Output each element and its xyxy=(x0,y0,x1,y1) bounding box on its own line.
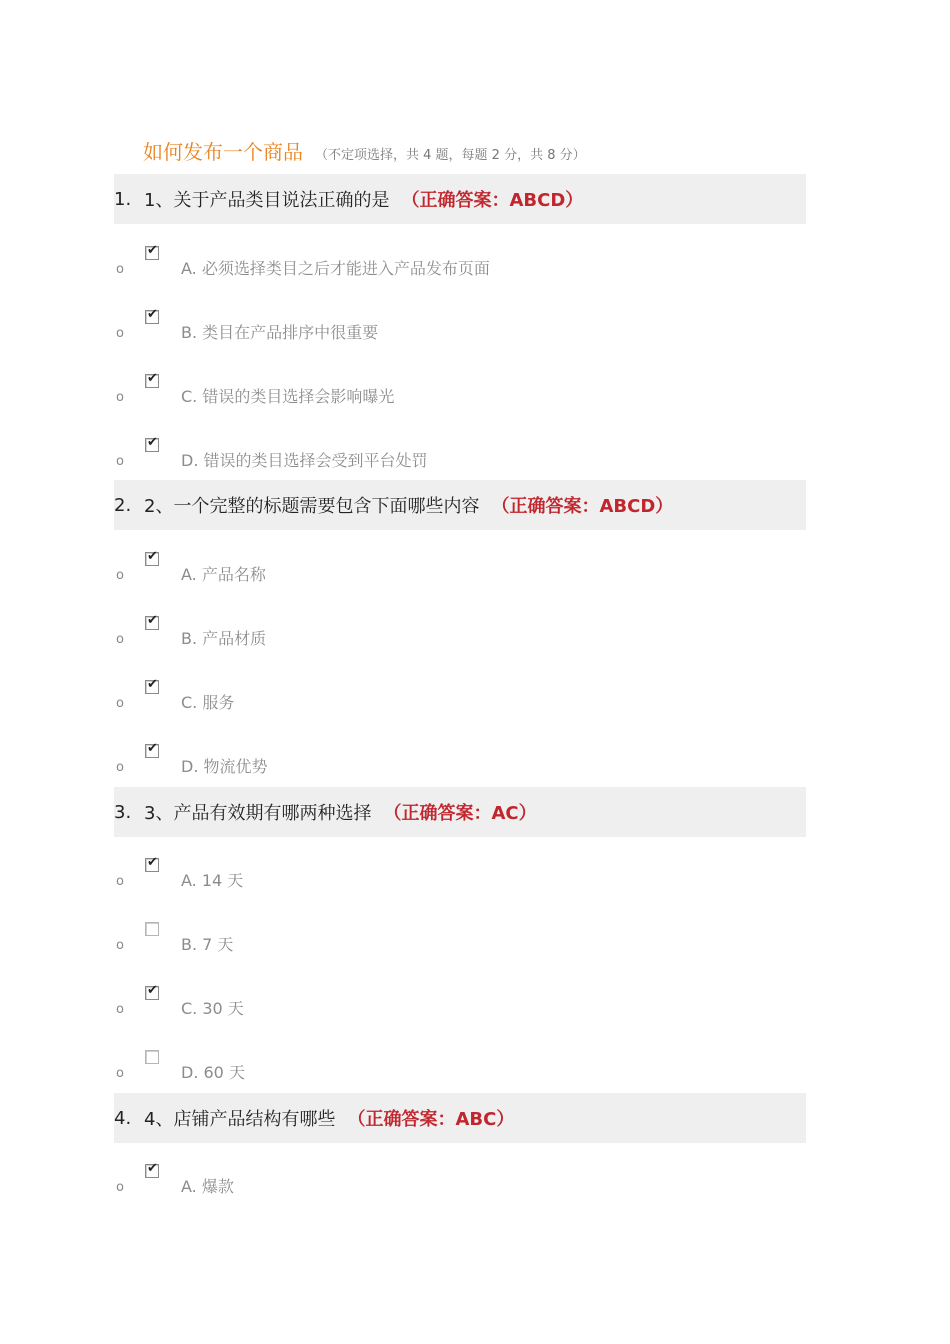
option-label: A. 必须选择类目之后才能进入产品发布页面 xyxy=(181,259,490,278)
bullet-marker: o xyxy=(116,1180,124,1195)
bullet-marker: o xyxy=(116,632,124,647)
option-row xyxy=(114,855,806,898)
option-label: D. 错误的类目选择会受到平台处罚 xyxy=(181,451,428,470)
question-text: 2、一个完整的标题需要包含下面哪些内容 xyxy=(144,496,480,517)
bullet-marker: o xyxy=(116,568,124,583)
option-label: D. 60 天 xyxy=(181,1063,245,1082)
correct-answer: （正确答案：ABCD） xyxy=(491,496,674,517)
checkbox-checked[interactable] xyxy=(145,435,159,452)
question-number: 3. xyxy=(114,801,132,823)
option-label: A. 爆款 xyxy=(181,1177,234,1196)
option-label: C. 30 天 xyxy=(181,999,244,1018)
checkbox-checked[interactable] xyxy=(145,307,159,324)
option-label: C. 服务 xyxy=(181,693,235,712)
option-label: B. 产品材质 xyxy=(181,629,267,648)
option-label: D. 物流优势 xyxy=(181,757,268,776)
checkmark-icon: ✔ xyxy=(147,983,158,998)
checkbox-checked[interactable] xyxy=(145,549,159,566)
option-row xyxy=(114,371,806,414)
checkbox-checked[interactable] xyxy=(145,855,159,872)
option-row xyxy=(114,435,806,478)
question-header xyxy=(114,174,806,224)
checkbox-unchecked[interactable] xyxy=(145,922,159,936)
checkmark-icon: ✔ xyxy=(147,243,158,258)
bullet-marker: o xyxy=(116,326,124,341)
checkmark-icon: ✔ xyxy=(147,855,158,870)
option-label: B. 类目在产品排序中很重要 xyxy=(181,323,379,342)
option-label: C. 错误的类目选择会影响曝光 xyxy=(181,387,395,406)
checkbox-checked[interactable] xyxy=(145,1161,159,1178)
correct-answer: （正确答案：AC） xyxy=(383,803,537,824)
checkbox-checked[interactable] xyxy=(145,243,159,260)
checkbox-checked[interactable] xyxy=(145,371,159,388)
bullet-marker: o xyxy=(116,262,124,277)
checkmark-icon: ✔ xyxy=(147,741,158,756)
checkbox-checked[interactable] xyxy=(145,677,159,694)
bullet-marker: o xyxy=(116,760,124,775)
bullet-marker: o xyxy=(116,938,124,953)
option-row xyxy=(114,983,806,1026)
question-number: 1. xyxy=(114,188,132,210)
bullet-marker: o xyxy=(116,1066,124,1081)
option-row xyxy=(114,613,806,656)
question-header xyxy=(114,1093,806,1143)
option-row xyxy=(114,307,806,350)
correct-answer: （正确答案：ABCD） xyxy=(401,190,584,211)
option-row xyxy=(114,243,806,286)
question-header xyxy=(114,480,806,530)
checkbox-checked[interactable] xyxy=(145,983,159,1000)
bullet-marker: o xyxy=(116,696,124,711)
quiz-title: 如何发布一个商品 xyxy=(143,140,303,164)
question-number: 2. xyxy=(114,494,132,516)
checkbox-checked[interactable] xyxy=(145,741,159,758)
checkbox-unchecked[interactable] xyxy=(145,1050,159,1064)
bullet-marker: o xyxy=(116,454,124,469)
option-row xyxy=(114,549,806,592)
option-label: B. 7 天 xyxy=(181,935,234,954)
bullet-marker: o xyxy=(116,390,124,405)
checkmark-icon: ✔ xyxy=(147,307,158,322)
bullet-marker: o xyxy=(116,874,124,889)
option-row xyxy=(114,1050,806,1090)
option-label: A. 产品名称 xyxy=(181,565,266,584)
checkmark-icon: ✔ xyxy=(147,371,158,386)
question-number: 4. xyxy=(114,1107,132,1129)
option-label: A. 14 天 xyxy=(181,871,244,890)
option-row xyxy=(114,677,806,720)
bullet-marker: o xyxy=(116,1002,124,1017)
checkmark-icon: ✔ xyxy=(147,1161,158,1176)
quiz-subtitle: （不定项选择，共 4 题，每题 2 分，共 8 分） xyxy=(315,148,586,163)
checkbox-checked[interactable] xyxy=(145,613,159,630)
question-header xyxy=(114,787,806,837)
option-row xyxy=(114,1161,806,1204)
checkmark-icon: ✔ xyxy=(147,677,158,692)
question-text: 4、店铺产品结构有哪些 xyxy=(144,1109,336,1130)
question-text: 3、产品有效期有哪两种选择 xyxy=(144,803,372,824)
question-text: 1、关于产品类目说法正确的是 xyxy=(144,190,390,211)
checkmark-icon: ✔ xyxy=(147,435,158,450)
quiz-header xyxy=(143,136,586,165)
checkmark-icon: ✔ xyxy=(147,613,158,628)
checkmark-icon: ✔ xyxy=(147,549,158,564)
correct-answer: （正确答案：ABC） xyxy=(347,1109,515,1130)
option-row xyxy=(114,741,806,784)
option-row xyxy=(114,922,806,962)
